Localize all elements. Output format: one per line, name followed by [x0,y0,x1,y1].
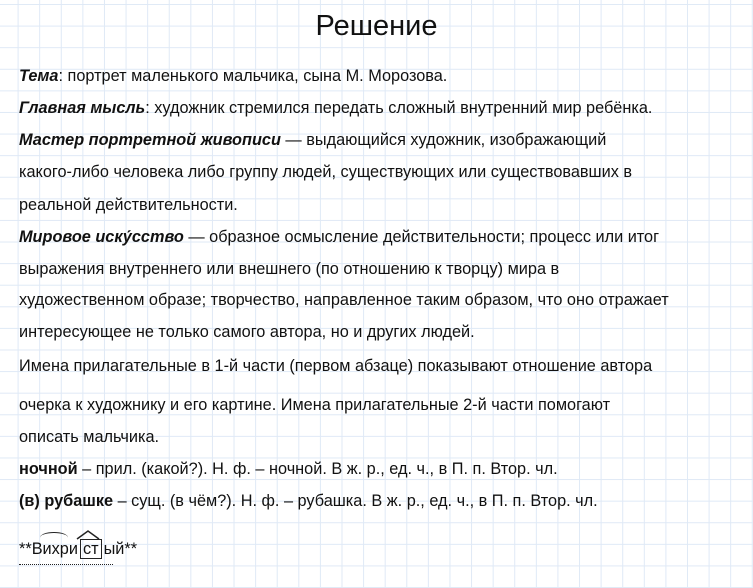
connector: и [68,540,78,558]
text: : художник стремился передать сложный внутренний мир ребёнка. [145,99,653,117]
text: — образное осмысление действительности; процесс или итог [183,228,660,246]
postfix: ** [124,540,138,558]
line: реальной действительности. [19,196,238,214]
root-arc [40,532,68,543]
line: какого-либо человека либо группу людей, существующих или существовавших в [19,163,633,181]
term: Мировое иску́сство [19,228,184,246]
stem-underline [19,564,113,565]
term: Главная мысль [19,99,146,117]
line-shirt [19,492,598,511]
morpheme-analysis [19,540,137,559]
suffix-mark [76,532,100,542]
word: (в) рубашке [19,492,114,510]
prefix: ** [19,540,32,558]
line-world-art [19,228,659,247]
line: очерка к художнику и его картине. Имена прилагательные 2-й части помогают [19,396,611,414]
boxed-part: ст [80,539,102,559]
line: интересующее не только самого автора, но и других людей. [19,323,475,341]
text: – прил. (какой?). Н. ф. – ночной. В ж. р., ед. ч., в П. п. Втор. чл. [77,460,558,478]
term: Тема [19,67,59,85]
root: Вихр [31,540,69,558]
line-master [19,131,606,150]
line-night [19,460,558,479]
line: художественном образе; творчество, направленное таким образом, что оно отражает [19,291,669,309]
text: — выдающийся художник, изображающий [280,131,607,149]
line-main-idea [19,99,652,118]
line: выражения внутреннего или внешнего (по отношению к творцу) мира в [19,260,560,278]
text: : портрет маленького мальчика, сына М. Морозова. [58,67,448,85]
word: ночной [19,460,78,478]
page-title: Решение [315,10,438,42]
ending: ый [103,540,125,558]
line: Имена прилагательные в 1-й части (первом абзаце) показывают отношение автора [19,357,653,375]
text: – сущ. (в чём?). Н. ф. – рубашка. В ж. р., ед. ч., в П. п. Втор. чл. [113,492,598,510]
line: описать мальчика. [19,428,160,446]
term: Мастер портретной живописи [19,131,281,149]
line-theme [19,67,447,86]
